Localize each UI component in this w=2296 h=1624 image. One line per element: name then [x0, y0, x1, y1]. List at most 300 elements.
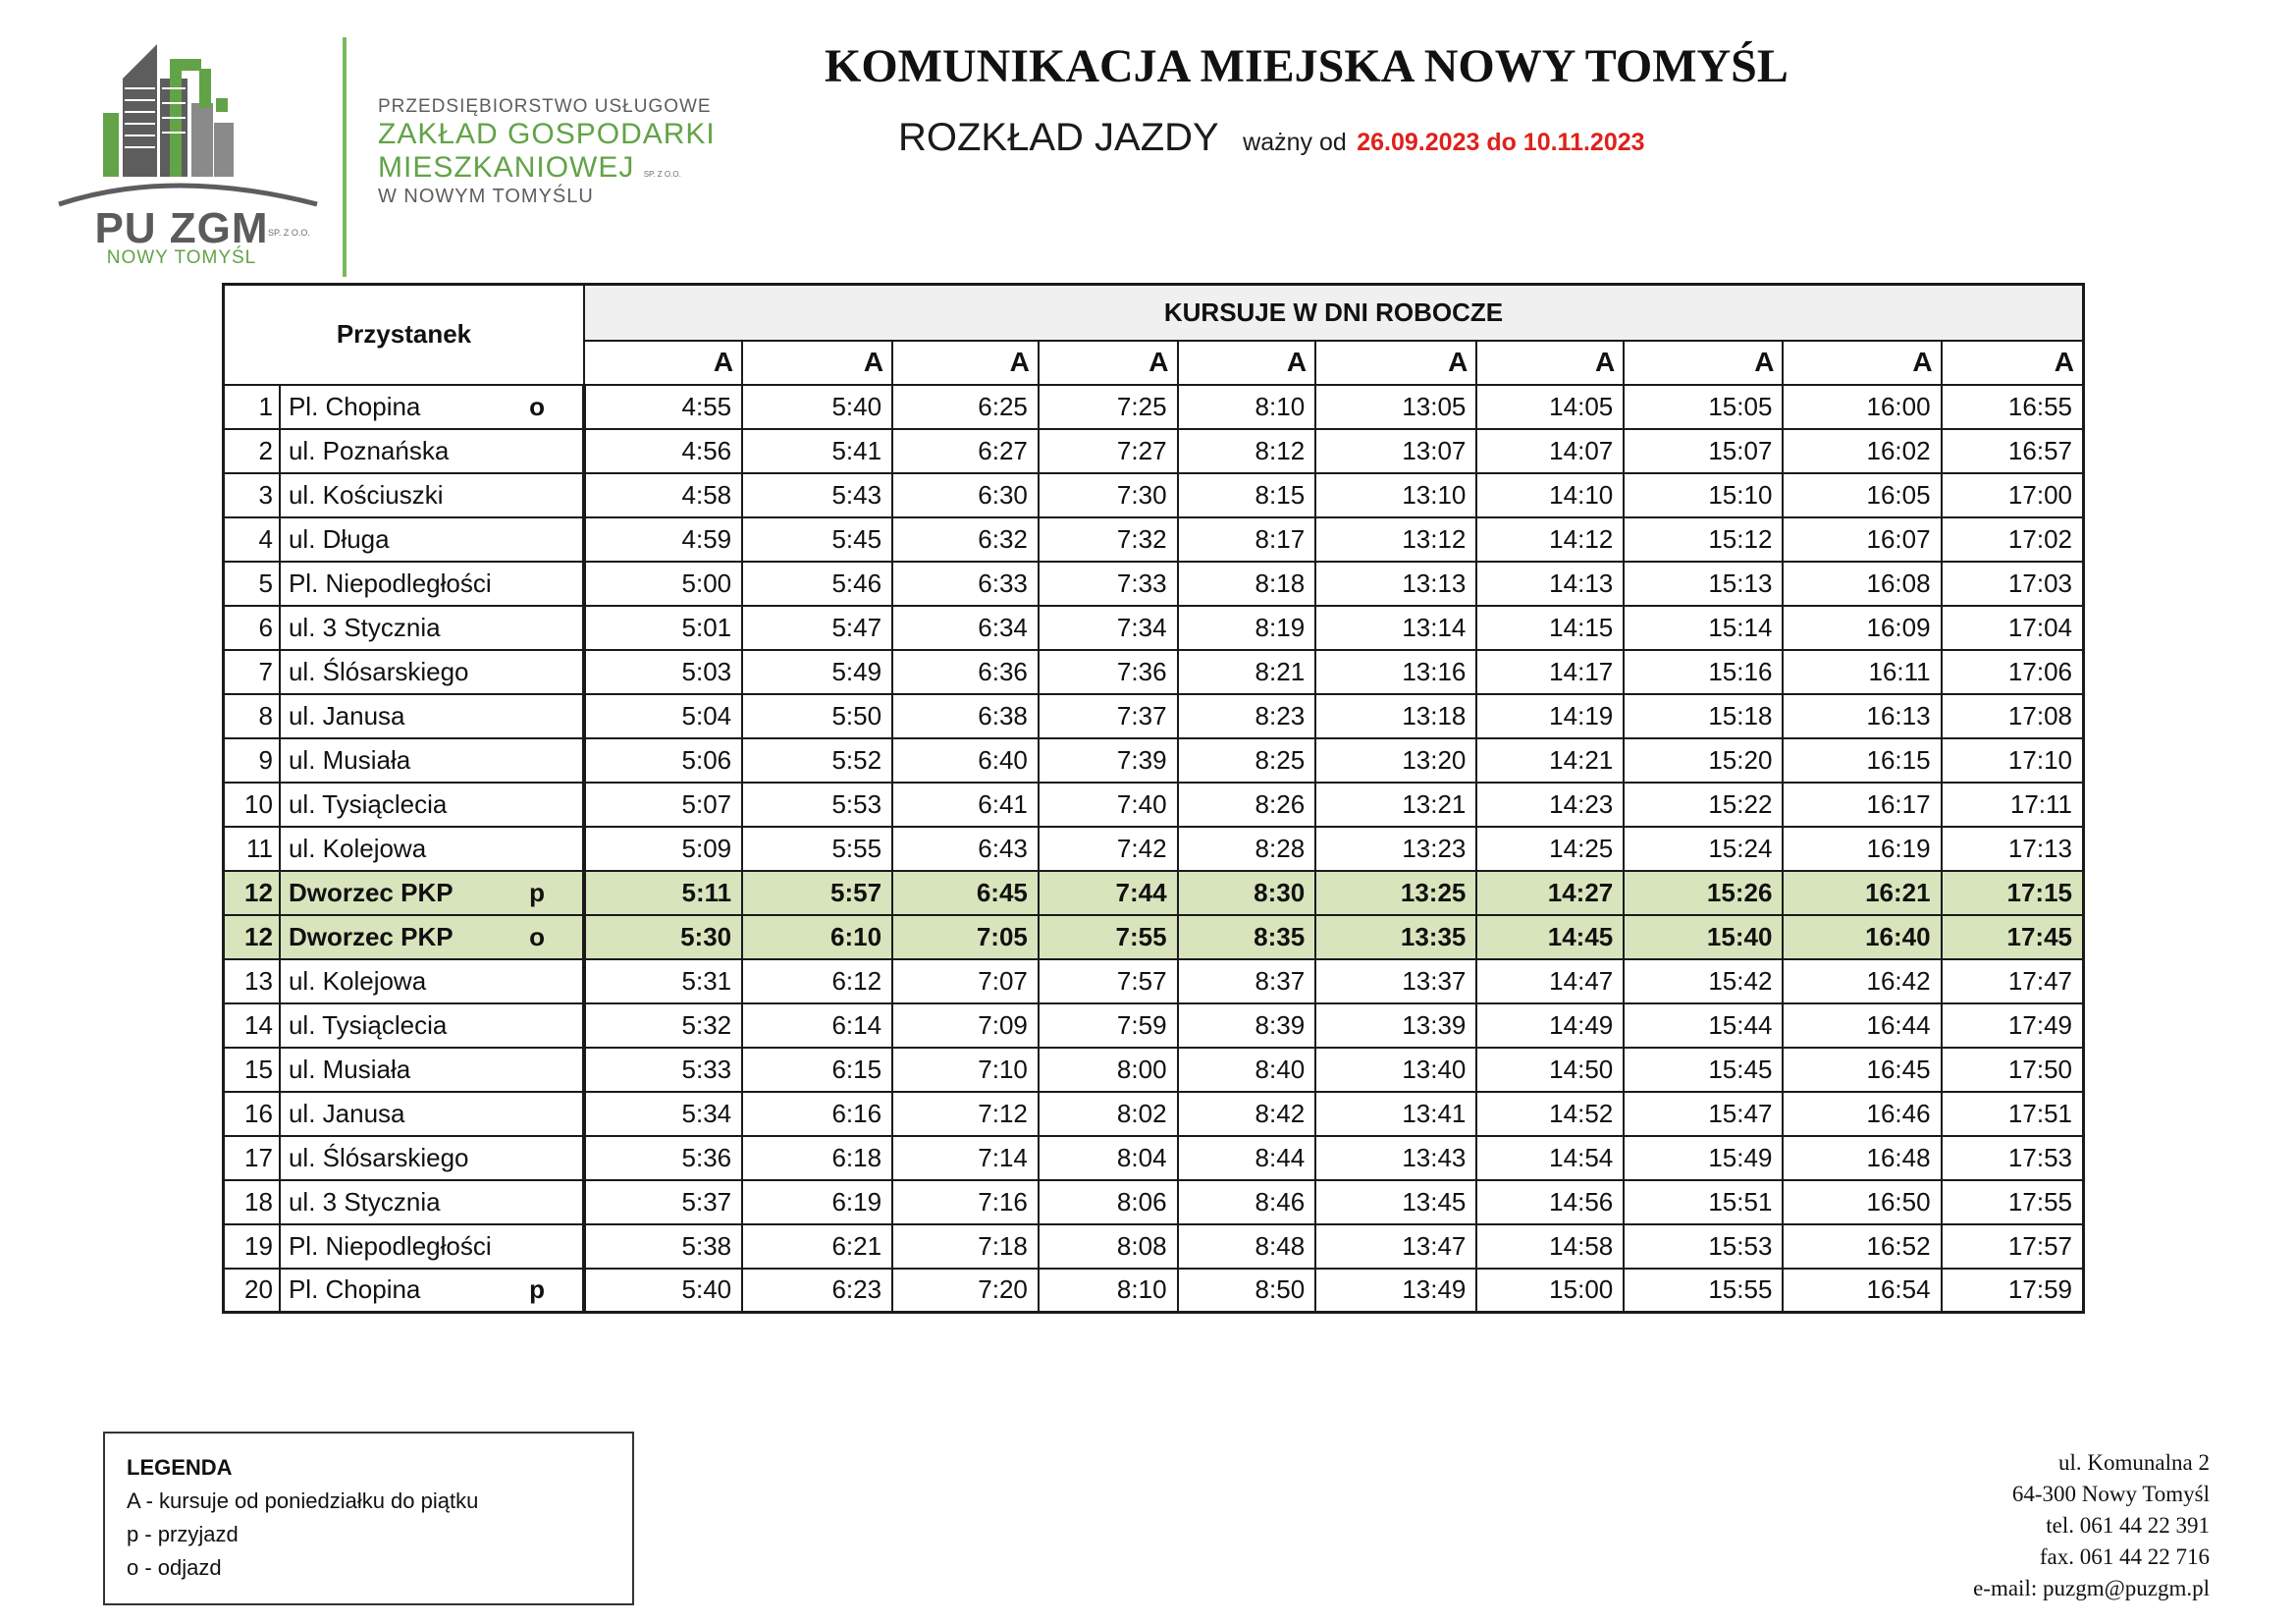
departure-time: 5:57: [742, 871, 892, 915]
departure-time: 6:18: [742, 1136, 892, 1180]
departure-time: 17:47: [1942, 959, 2084, 1003]
stop-number: 18: [224, 1180, 280, 1224]
departure-time: 7:25: [1039, 385, 1178, 429]
departure-time: 15:18: [1624, 694, 1783, 738]
departure-time: 8:17: [1178, 517, 1316, 562]
page-title: KOMUNIKACJA MIEJSKA NOWY TOMYŚL: [825, 40, 1789, 92]
stop-name: ul. Długa: [288, 523, 390, 554]
departure-time: 7:39: [1039, 738, 1178, 783]
departure-time: 8:12: [1178, 429, 1316, 473]
stop-name: ul. Janusa: [288, 700, 405, 731]
stop-cell: [280, 694, 584, 738]
course-header: A: [1178, 341, 1316, 385]
departure-time: 8:46: [1178, 1180, 1316, 1224]
departure-time: 7:37: [1039, 694, 1178, 738]
departure-time: 16:44: [1783, 1003, 1941, 1048]
stop-name: ul. Ślósarskiego: [288, 1142, 469, 1172]
departure-time: 17:53: [1942, 1136, 2084, 1180]
departure-time: 15:53: [1624, 1224, 1783, 1269]
departure-time: 7:05: [892, 915, 1039, 959]
table-row: [224, 562, 2084, 606]
departure-time: 8:10: [1039, 1269, 1178, 1313]
departure-time: 13:40: [1315, 1048, 1476, 1092]
logo-line-3-suffix: SP. Z O.O.: [643, 170, 681, 180]
departure-time: 17:00: [1942, 473, 2084, 517]
stop-number: 7: [224, 650, 280, 694]
stop-flag: o: [529, 921, 545, 951]
departure-time: 7:30: [1039, 473, 1178, 517]
stop-number: 2: [224, 429, 280, 473]
course-header: A: [1315, 341, 1476, 385]
departure-time: 5:47: [742, 606, 892, 650]
stop-number: 13: [224, 959, 280, 1003]
departure-time: 8:37: [1178, 959, 1316, 1003]
departure-time: 8:00: [1039, 1048, 1178, 1092]
stop-cell: [280, 738, 584, 783]
departure-time: 14:54: [1476, 1136, 1624, 1180]
departure-time: 4:56: [584, 429, 742, 473]
table-row: [224, 915, 2084, 959]
departure-time: 8:44: [1178, 1136, 1316, 1180]
departure-time: 8:10: [1178, 385, 1316, 429]
departure-time: 16:07: [1783, 517, 1941, 562]
stop-number: 14: [224, 1003, 280, 1048]
departure-time: 5:37: [584, 1180, 742, 1224]
departure-time: 13:05: [1315, 385, 1476, 429]
course-header: A: [742, 341, 892, 385]
departure-time: 5:11: [584, 871, 742, 915]
departure-time: 17:50: [1942, 1048, 2084, 1092]
departure-time: 15:13: [1624, 562, 1783, 606]
departure-time: 8:39: [1178, 1003, 1316, 1048]
departure-time: 15:14: [1624, 606, 1783, 650]
departure-time: 5:31: [584, 959, 742, 1003]
departure-time: 17:55: [1942, 1180, 2084, 1224]
address-postal: 64-300 Nowy Tomyśl: [2011, 1482, 2210, 1506]
departure-time: 14:50: [1476, 1048, 1624, 1092]
departure-time: 16:52: [1783, 1224, 1941, 1269]
departure-time: 6:23: [742, 1269, 892, 1313]
stop-number: 10: [224, 783, 280, 827]
departure-time: 5:46: [742, 562, 892, 606]
departure-time: 5:49: [742, 650, 892, 694]
company-address: [1973, 1447, 2210, 1604]
stop-name: Pl. Niepodległości: [288, 568, 492, 598]
departure-time: 13:25: [1315, 871, 1476, 915]
departure-time: 4:55: [584, 385, 742, 429]
table-row: [224, 959, 2084, 1003]
stop-cell: [280, 385, 584, 429]
departure-time: 7:33: [1039, 562, 1178, 606]
departure-time: 16:40: [1783, 915, 1941, 959]
departure-time: 13:16: [1315, 650, 1476, 694]
departure-time: 7:42: [1039, 827, 1178, 871]
departure-time: 14:10: [1476, 473, 1624, 517]
departure-time: 8:06: [1039, 1180, 1178, 1224]
logo-line-3: [378, 151, 716, 186]
departure-time: 7:34: [1039, 606, 1178, 650]
stop-name: ul. 3 Stycznia: [288, 1186, 441, 1217]
departure-time: 8:21: [1178, 650, 1316, 694]
departure-time: 13:39: [1315, 1003, 1476, 1048]
stop-flag: p: [529, 1274, 545, 1305]
stop-number: 3: [224, 473, 280, 517]
logo-line-4: W NOWYM TOMYŚLU: [378, 185, 594, 207]
departure-time: 8:30: [1178, 871, 1316, 915]
departure-time: 14:19: [1476, 694, 1624, 738]
stop-flag: p: [529, 877, 545, 907]
stop-cell: [280, 827, 584, 871]
departure-time: 16:02: [1783, 429, 1941, 473]
departure-time: 7:27: [1039, 429, 1178, 473]
departure-time: 13:18: [1315, 694, 1476, 738]
departure-time: 6:30: [892, 473, 1039, 517]
table-row: [224, 473, 2084, 517]
stop-number: 6: [224, 606, 280, 650]
table-row: [224, 738, 2084, 783]
table-row: [224, 1003, 2084, 1048]
stop-name: Dworzec PKP: [288, 877, 454, 907]
departure-time: 13:45: [1315, 1180, 1476, 1224]
subtitle-text: ROZKŁAD JAZDY: [898, 116, 1219, 159]
departure-time: 5:52: [742, 738, 892, 783]
departure-time: 6:43: [892, 827, 1039, 871]
stop-name: Dworzec PKP: [288, 921, 454, 951]
stop-number: 4: [224, 517, 280, 562]
stop-cell: [280, 517, 584, 562]
departure-time: 14:21: [1476, 738, 1624, 783]
table-row: [224, 871, 2084, 915]
departure-time: 17:49: [1942, 1003, 2084, 1048]
departure-time: 5:32: [584, 1003, 742, 1048]
logo-company-name: [378, 96, 716, 208]
table-row: [224, 1224, 2084, 1269]
table-row: [224, 429, 2084, 473]
stop-name: ul. Tysiąclecia: [288, 788, 448, 819]
departure-time: 14:47: [1476, 959, 1624, 1003]
departure-time: 6:25: [892, 385, 1039, 429]
departure-time: 6:19: [742, 1180, 892, 1224]
stop-name: Pl. Chopina: [288, 391, 421, 421]
departure-time: 16:46: [1783, 1092, 1941, 1136]
departure-time: 6:40: [892, 738, 1039, 783]
departure-time: 13:14: [1315, 606, 1476, 650]
departure-time: 13:12: [1315, 517, 1476, 562]
departure-time: 13:20: [1315, 738, 1476, 783]
departure-time: 15:05: [1624, 385, 1783, 429]
table-row: [224, 1136, 2084, 1180]
stop-cell: [280, 1003, 584, 1048]
departure-time: 5:43: [742, 473, 892, 517]
departure-time: 5:33: [584, 1048, 742, 1092]
departure-time: 5:00: [584, 562, 742, 606]
course-header: A: [1039, 341, 1178, 385]
stop-name: ul. Kościuszki: [288, 479, 444, 510]
departure-time: 7:12: [892, 1092, 1039, 1136]
stop-cell: [280, 606, 584, 650]
logo-line-2: ZAKŁAD GOSPODARKI: [378, 117, 716, 150]
departure-time: 16:54: [1783, 1269, 1941, 1313]
departure-time: 7:40: [1039, 783, 1178, 827]
departure-time: 8:25: [1178, 738, 1316, 783]
buildings-logo-graphic: [54, 29, 348, 226]
departure-time: 6:16: [742, 1092, 892, 1136]
departure-time: 7:07: [892, 959, 1039, 1003]
departure-time: 14:25: [1476, 827, 1624, 871]
logo-legal-suffix: SP. Z O.O.: [268, 228, 310, 238]
departure-time: 16:05: [1783, 473, 1941, 517]
departure-time: 8:40: [1178, 1048, 1316, 1092]
departure-time: 17:15: [1942, 871, 2084, 915]
address-email: e-mail: puzgm@puzgm.pl: [1973, 1576, 2210, 1600]
stop-cell: [280, 1269, 584, 1313]
departure-time: 13:43: [1315, 1136, 1476, 1180]
departure-time: 5:01: [584, 606, 742, 650]
operating-days-header: KURSUJE W DNI ROBOCZE: [584, 285, 2084, 341]
course-header: A: [1942, 341, 2084, 385]
departure-time: 17:45: [1942, 915, 2084, 959]
departure-time: 8:15: [1178, 473, 1316, 517]
departure-time: 16:09: [1783, 606, 1941, 650]
departure-time: 15:10: [1624, 473, 1783, 517]
validity-prefix: ważny od: [1243, 129, 1347, 156]
departure-time: 5:04: [584, 694, 742, 738]
departure-time: 15:42: [1624, 959, 1783, 1003]
departure-time: 16:13: [1783, 694, 1941, 738]
departure-time: 17:04: [1942, 606, 2084, 650]
stop-number: 12: [224, 871, 280, 915]
departure-time: 6:27: [892, 429, 1039, 473]
departure-time: 5:09: [584, 827, 742, 871]
departure-time: 17:51: [1942, 1092, 2084, 1136]
stop-name: Pl. Chopina: [288, 1274, 421, 1305]
departure-time: 5:40: [584, 1269, 742, 1313]
departure-time: 15:45: [1624, 1048, 1783, 1092]
departure-time: 8:02: [1039, 1092, 1178, 1136]
table-row: [224, 783, 2084, 827]
departure-time: 7:32: [1039, 517, 1178, 562]
departure-time: 16:57: [1942, 429, 2084, 473]
departure-time: 15:22: [1624, 783, 1783, 827]
departure-time: 6:36: [892, 650, 1039, 694]
departure-time: 5:07: [584, 783, 742, 827]
table-row: [224, 1269, 2084, 1313]
departure-time: 16:00: [1783, 385, 1941, 429]
departure-time: 13:47: [1315, 1224, 1476, 1269]
timetable: [222, 283, 2085, 1314]
departure-time: 8:50: [1178, 1269, 1316, 1313]
departure-time: 13:13: [1315, 562, 1476, 606]
logo-city: NOWY TOMYŚL: [106, 247, 257, 268]
departure-time: 8:18: [1178, 562, 1316, 606]
departure-time: 16:21: [1783, 871, 1941, 915]
departure-time: 15:26: [1624, 871, 1783, 915]
departure-time: 7:57: [1039, 959, 1178, 1003]
legend-item: A - kursuje od poniedziałku do piątku: [127, 1489, 479, 1513]
departure-time: 14:17: [1476, 650, 1624, 694]
departure-time: 7:10: [892, 1048, 1039, 1092]
departure-time: 17:59: [1942, 1269, 2084, 1313]
departure-time: 4:59: [584, 517, 742, 562]
departure-time: 16:45: [1783, 1048, 1941, 1092]
departure-time: 16:17: [1783, 783, 1941, 827]
departure-time: 6:12: [742, 959, 892, 1003]
departure-time: 8:35: [1178, 915, 1316, 959]
stop-cell: [280, 1136, 584, 1180]
departure-time: 16:42: [1783, 959, 1941, 1003]
departure-time: 8:08: [1039, 1224, 1178, 1269]
departure-time: 6:32: [892, 517, 1039, 562]
departure-time: 16:15: [1783, 738, 1941, 783]
stop-name: ul. Poznańska: [288, 435, 450, 465]
departure-time: 5:06: [584, 738, 742, 783]
departure-time: 6:41: [892, 783, 1039, 827]
departure-time: 13:37: [1315, 959, 1476, 1003]
departure-time: 17:57: [1942, 1224, 2084, 1269]
stop-cell: [280, 473, 584, 517]
departure-time: 7:59: [1039, 1003, 1178, 1048]
stop-column-header: Przystanek: [224, 285, 584, 385]
departure-time: 14:49: [1476, 1003, 1624, 1048]
departure-time: 8:23: [1178, 694, 1316, 738]
stop-name: Pl. Niepodległości: [288, 1230, 492, 1261]
departure-time: 15:00: [1476, 1269, 1624, 1313]
stop-cell: [280, 915, 584, 959]
stop-name: ul. Kolejowa: [288, 833, 427, 863]
course-header: A: [1624, 341, 1783, 385]
departure-time: 4:58: [584, 473, 742, 517]
stop-cell: [280, 562, 584, 606]
departure-time: 17:08: [1942, 694, 2084, 738]
departure-time: 17:13: [1942, 827, 2084, 871]
stop-name: ul. Tysiąclecia: [288, 1009, 448, 1040]
departure-time: 8:04: [1039, 1136, 1178, 1180]
stop-number: 17: [224, 1136, 280, 1180]
address-phone: tel. 061 44 22 391: [2046, 1513, 2210, 1538]
departure-time: 14:56: [1476, 1180, 1624, 1224]
logo-line-1: PRZEDSIĘBIORSTWO USŁUGOWE: [378, 96, 712, 117]
departure-time: 7:44: [1039, 871, 1178, 915]
logo-brand-text: PU ZGM: [94, 204, 269, 252]
departure-time: 8:26: [1178, 783, 1316, 827]
departure-time: 15:44: [1624, 1003, 1783, 1048]
stop-cell: [280, 1048, 584, 1092]
departure-time: 7:16: [892, 1180, 1039, 1224]
departure-time: 15:51: [1624, 1180, 1783, 1224]
stop-number: 16: [224, 1092, 280, 1136]
table-row: [224, 385, 2084, 429]
departure-time: 15:47: [1624, 1092, 1783, 1136]
departure-time: 5:45: [742, 517, 892, 562]
stop-cell: [280, 429, 584, 473]
departure-time: 16:55: [1942, 385, 2084, 429]
departure-time: 14:12: [1476, 517, 1624, 562]
departure-time: 5:38: [584, 1224, 742, 1269]
departure-time: 6:34: [892, 606, 1039, 650]
stop-number: 11: [224, 827, 280, 871]
departure-time: 7:18: [892, 1224, 1039, 1269]
departure-time: 5:50: [742, 694, 892, 738]
departure-time: 15:24: [1624, 827, 1783, 871]
course-header: A: [892, 341, 1039, 385]
departure-time: 5:30: [584, 915, 742, 959]
company-logo: [54, 29, 721, 285]
departure-time: 14:52: [1476, 1092, 1624, 1136]
validity-range: 26.09.2023 do 10.11.2023: [1357, 129, 1645, 156]
stop-cell: [280, 783, 584, 827]
departure-time: 5:55: [742, 827, 892, 871]
stop-cell: [280, 1224, 584, 1269]
address-fax: fax. 061 44 22 716: [2039, 1544, 2210, 1569]
departure-time: 13:41: [1315, 1092, 1476, 1136]
stop-cell: [280, 1180, 584, 1224]
departure-time: 5:41: [742, 429, 892, 473]
table-row: [224, 606, 2084, 650]
table-row: [224, 1092, 2084, 1136]
departure-time: 16:48: [1783, 1136, 1941, 1180]
departure-time: 15:16: [1624, 650, 1783, 694]
departure-time: 7:14: [892, 1136, 1039, 1180]
stop-flag: o: [529, 391, 545, 421]
departure-time: 5:36: [584, 1136, 742, 1180]
departure-time: 13:23: [1315, 827, 1476, 871]
departure-time: 15:12: [1624, 517, 1783, 562]
departure-time: 7:09: [892, 1003, 1039, 1048]
legend-item: o - odjazd: [127, 1555, 222, 1580]
departure-time: 6:14: [742, 1003, 892, 1048]
departure-time: 8:19: [1178, 606, 1316, 650]
departure-time: 16:19: [1783, 827, 1941, 871]
departure-time: 17:10: [1942, 738, 2084, 783]
departure-time: 8:42: [1178, 1092, 1316, 1136]
stop-number: 8: [224, 694, 280, 738]
departure-time: 14:07: [1476, 429, 1624, 473]
departure-time: 6:45: [892, 871, 1039, 915]
stop-cell: [280, 1092, 584, 1136]
stop-cell: [280, 959, 584, 1003]
legend-item: p - przyjazd: [127, 1522, 239, 1546]
stop-number: 9: [224, 738, 280, 783]
departure-time: 8:48: [1178, 1224, 1316, 1269]
departure-time: 8:28: [1178, 827, 1316, 871]
address-street: ul. Komunalna 2: [2058, 1450, 2210, 1475]
departure-time: 5:40: [742, 385, 892, 429]
departure-time: 7:55: [1039, 915, 1178, 959]
stop-number: 15: [224, 1048, 280, 1092]
legend-title: LEGENDA: [127, 1455, 233, 1480]
stop-name: ul. Musiała: [288, 744, 411, 775]
departure-time: 14:58: [1476, 1224, 1624, 1269]
departure-time: 14:05: [1476, 385, 1624, 429]
table-row: [224, 827, 2084, 871]
departure-time: 16:08: [1783, 562, 1941, 606]
stop-number: 1: [224, 385, 280, 429]
table-row: [224, 650, 2084, 694]
legend-box: [103, 1432, 634, 1605]
departure-time: 17:11: [1942, 783, 2084, 827]
course-header: A: [584, 341, 742, 385]
departure-time: 7:20: [892, 1269, 1039, 1313]
departure-time: 14:13: [1476, 562, 1624, 606]
stop-number: 5: [224, 562, 280, 606]
stop-number: 12: [224, 915, 280, 959]
stop-cell: [280, 650, 584, 694]
departure-time: 13:10: [1315, 473, 1476, 517]
departure-time: 6:38: [892, 694, 1039, 738]
departure-time: 16:50: [1783, 1180, 1941, 1224]
departure-time: 15:55: [1624, 1269, 1783, 1313]
departure-time: 15:07: [1624, 429, 1783, 473]
